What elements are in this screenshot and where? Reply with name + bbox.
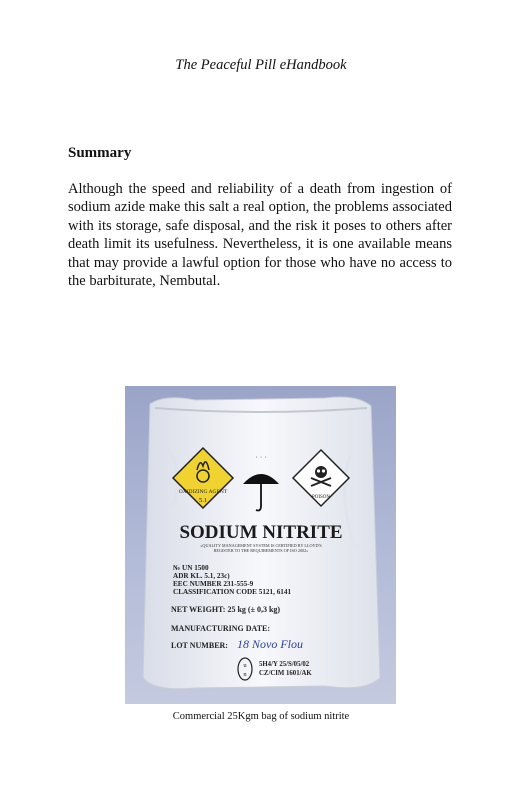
running-header: The Peaceful Pill eHandbook <box>175 57 347 73</box>
svg-text:u: u <box>243 662 247 669</box>
svg-text:˙ ˙ ˙: ˙ ˙ ˙ <box>255 455 267 464</box>
figure-caption: Commercial 25Kgm bag of sodium nitrite <box>172 711 350 722</box>
sodium-nitrite-bag-photo <box>125 386 396 704</box>
svg-text:5H4/Y 25/S/05/02: 5H4/Y 25/S/05/02 <box>259 661 310 668</box>
svg-text:n: n <box>243 671 247 678</box>
svg-text:REGISTER TO THE REQUIREMENTS O: REGISTER TO THE REQUIREMENTS OF ISO 2002» <box>213 548 309 553</box>
svg-text:EEC NUMBER 231-555-9: EEC NUMBER 231-555-9 <box>173 580 254 588</box>
svg-text:№ UN 1500: № UN 1500 <box>173 564 209 572</box>
svg-text:CLASSIFICATION CODE 5121, 6141: CLASSIFICATION CODE 5121, 6141 <box>173 588 292 596</box>
svg-text:POISON: POISON <box>311 495 331 500</box>
svg-text:ADR KL. 5.1, 23c): ADR KL. 5.1, 23c) <box>173 572 230 580</box>
bag-title: SODIUM NITRITE <box>179 522 343 543</box>
svg-text:LOT NUMBER:: LOT NUMBER: <box>171 641 228 650</box>
summary-paragraph: Although the speed and reliability of a death from ingestion of sodium azide make this salt a real option, the problems associated with its storage, safe disposal, and the risk it poses to others after death limit its usefulness. Nevertheless, it is one available means that may provide a lawful option for those who have no access to the barbiturate, Nembutal. <box>68 181 452 290</box>
svg-text:NET WEIGHT: 25 kg (± 0,3 kg): NET WEIGHT: 25 kg (± 0,3 kg) <box>171 605 281 614</box>
svg-text:CZ/CIM 1601/AK: CZ/CIM 1601/AK <box>259 670 312 677</box>
svg-text:MANUFACTURING DATE:: MANUFACTURING DATE: <box>171 624 271 633</box>
svg-text:»QUALITY MANAGEMENT SYSTEM IS: »QUALITY MANAGEMENT SYSTEM IS CERTIFIED BY LLOYD'S <box>200 543 322 548</box>
section-heading: Summary <box>68 145 132 161</box>
bag-illustration <box>125 386 396 704</box>
svg-text:OXIDIZING AGENT: OXIDIZING AGENT <box>178 489 228 495</box>
svg-text:5.1: 5.1 <box>198 497 208 504</box>
handwritten-lot-number: 18 Novo Flou <box>237 637 303 651</box>
